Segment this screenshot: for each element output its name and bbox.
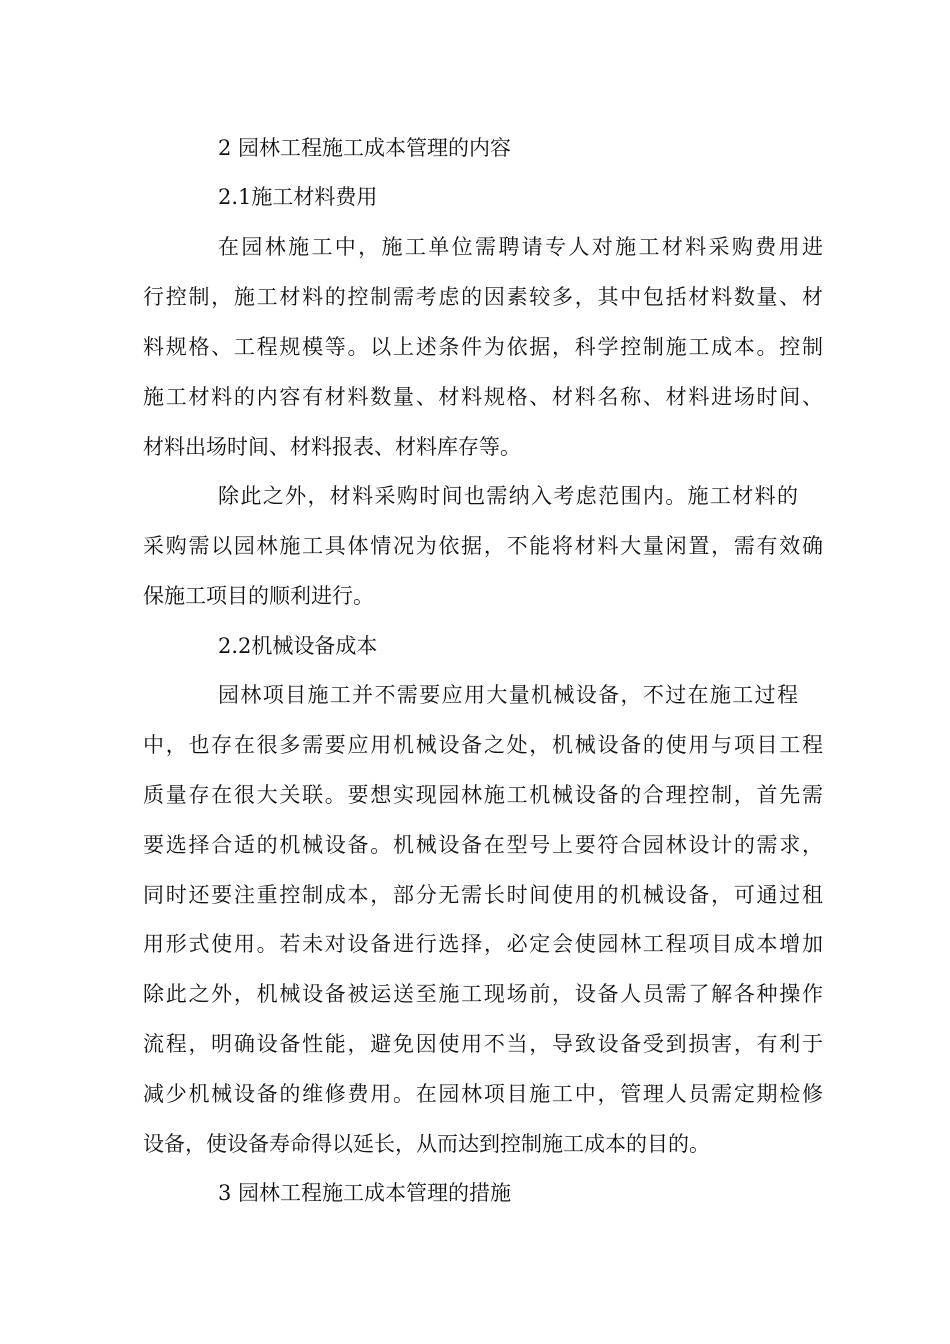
paragraph-line: 采购需以园林施工具体情况为依据，不能将材料大量闲置，需有效确 [143,534,823,558]
paragraph-line: 保施工项目的顺利进行。 [143,584,374,608]
section-heading-3: 3 园林工程施工成本管理的措施 [218,1181,512,1205]
paragraph-line: 设备，使设备寿命得以延长，从而达到控制施工成本的目的。 [143,1132,710,1156]
paragraph-line: 材料出场时间、材料报表、材料库存等。 [143,435,521,459]
paragraph-line: 减少机械设备的维修费用。在园林项目施工中，管理人员需定期检修 [143,1082,823,1106]
section-heading-2-1: 2.1施工材料费用 [218,185,378,209]
paragraph-line: 用形式使用。若未对设备进行选择，必定会使园林工程项目成本增加 [143,932,823,956]
section-heading-2-2: 2.2机械设备成本 [218,634,378,658]
paragraph-line: 流程，明确设备性能，避免因使用不当，导致设备受到损害，有利于 [143,1032,823,1056]
paragraph-line: 除此之外，材料采购时间也需纳入考虑范围内。施工材料的 [218,484,798,508]
paragraph-line: 行控制，施工材料的控制需考虑的因素较多，其中包括材料数量、材 [143,285,823,309]
paragraph-line: 除此之外，机械设备被运送至施工现场前，设备人员需了解各种操作 [143,982,823,1006]
paragraph-line: 园林项目施工并不需要应用大量机械设备，不过在施工过程 [218,683,798,707]
paragraph-line: 质量存在很大关联。要想实现园林施工机械设备的合理控制，首先需 [143,783,823,807]
paragraph-line: 施工材料的内容有材料数量、材料规格、材料名称、材料进场时间、 [143,385,823,409]
paragraph-line: 要选择合适的机械设备。机械设备在型号上要符合园林设计的需求， [143,833,823,857]
paragraph-line: 在园林施工中，施工单位需聘请专人对施工材料采购费用进 [218,235,823,259]
paragraph-line: 料规格、工程规模等。以上述条件为依据，科学控制施工成本。控制 [143,335,823,359]
paragraph-line: 同时还要注重控制成本，部分无需长时间使用的机械设备，可通过租 [143,883,823,907]
paragraph-line: 中，也存在很多需要应用机械设备之处，机械设备的使用与项目工程 [143,733,823,757]
section-heading-2: 2 园林工程施工成本管理的内容 [218,136,512,160]
